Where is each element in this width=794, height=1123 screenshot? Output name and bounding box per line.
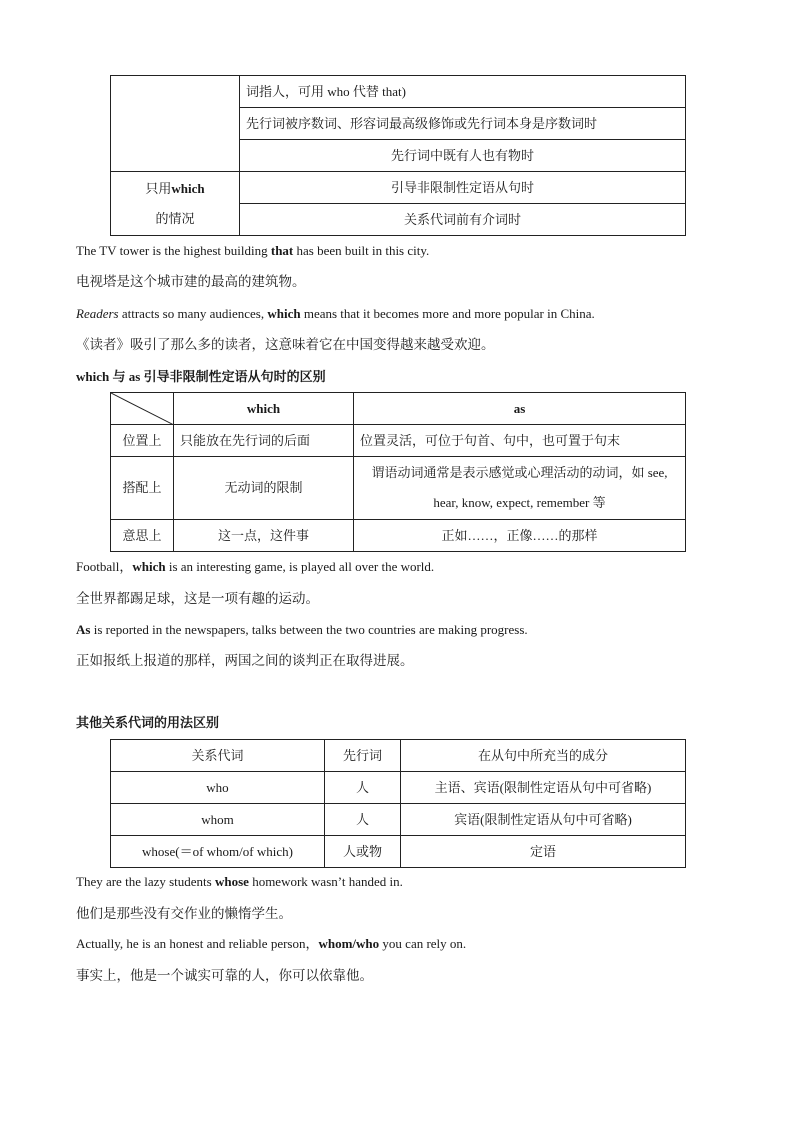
example-sentence: Actually, he is an honest and reliable person，whom/who you can rely on.: [76, 936, 467, 951]
section-heading: 其他关系代词的用法区别: [76, 715, 220, 730]
row-label: 位置上: [111, 425, 174, 457]
table-cell: 宾语(限制性定语从句中可省略): [401, 804, 686, 836]
table-cell: whom: [111, 804, 325, 836]
table-cell: 词指人，可用 who 代替 that): [240, 76, 686, 108]
diagonal-header-cell: [111, 393, 174, 425]
column-header: 关系代词: [111, 740, 325, 772]
table-cell: 这一点，这件事: [174, 520, 354, 552]
column-header: as: [354, 393, 686, 425]
example-translation: 他们是那些没有交作业的懒惰学生。: [76, 906, 292, 921]
example-sentence: Readers attracts so many audiences, which means that it becomes more and more popular in China.: [76, 306, 595, 321]
example-sentence: Football，which is an interesting game, is played all over the world.: [76, 559, 435, 574]
table-cell: 先行词中既有人也有物时: [240, 140, 686, 172]
table-cell: 正如……，正像……的那样: [354, 520, 686, 552]
column-header: which: [174, 393, 354, 425]
example-sentence: As is reported in the newspapers, talks between the two countries are making progress.: [76, 622, 528, 637]
column-header: 在从句中所充当的成分: [401, 740, 686, 772]
section-heading: which 与 as 引导非限制性定语从句时的区别: [76, 369, 326, 384]
table-cell: whose(＝of whom/of which): [111, 836, 325, 868]
empty-cell: [111, 76, 240, 172]
table-cell: 关系代词前有介词时: [240, 204, 686, 236]
example-translation: 事实上，他是一个诚实可靠的人，你可以依靠他。: [76, 968, 373, 983]
relative-pronoun-table: [110, 739, 686, 868]
row-label: 搭配上: [111, 457, 174, 520]
table-cell: 主语、宾语(限制性定语从句中可省略): [401, 772, 686, 804]
example-translation: 正如报纸上报道的那样，两国之间的谈判正在取得进展。: [76, 653, 414, 668]
table-cell: 人或物: [325, 836, 401, 868]
table-cell: 无动词的限制: [174, 457, 354, 520]
example-translation: 《读者》吸引了那么多的读者，这意味着它在中国变得越来越受欢迎。: [76, 337, 495, 352]
row-label: 意思上: [111, 520, 174, 552]
table-cell: 先行词被序数词、形容词最高级修饰或先行词本身是序数词时: [240, 108, 686, 140]
row-label-bold: which: [171, 180, 205, 196]
example-translation: 全世界都踢足球，这是一项有趣的运动。: [76, 591, 319, 606]
table-cell: 引导非限制性定语从句时: [240, 172, 686, 204]
usage-table: [110, 75, 686, 236]
example-sentence: They are the lazy students whose homework wasn’t handed in.: [76, 874, 403, 889]
table-cell: 位置灵活，可位于句首、句中，也可置于句末: [354, 425, 686, 457]
table-cell: 定语: [401, 836, 686, 868]
row-label-text: 只用: [145, 180, 172, 196]
table-cell: 只能放在先行词的后面: [174, 425, 354, 457]
row-label: [111, 172, 240, 236]
table-cell: 人: [325, 804, 401, 836]
table-cell: who: [111, 772, 325, 804]
which-as-table: [110, 392, 686, 552]
row-label-text: 的情况: [155, 210, 195, 226]
diagonal-line: [111, 393, 174, 425]
example-sentence: The TV tower is the highest building that has been built in this city.: [76, 243, 430, 258]
example-translation: 电视塔是这个城市建的最高的建筑物。: [76, 274, 306, 289]
table-cell: 人: [325, 772, 401, 804]
table-cell: 谓语动词通常是表示感觉或心理活动的动词，如 see, hear, know, expect, remember 等: [354, 457, 686, 520]
column-header: 先行词: [325, 740, 401, 772]
